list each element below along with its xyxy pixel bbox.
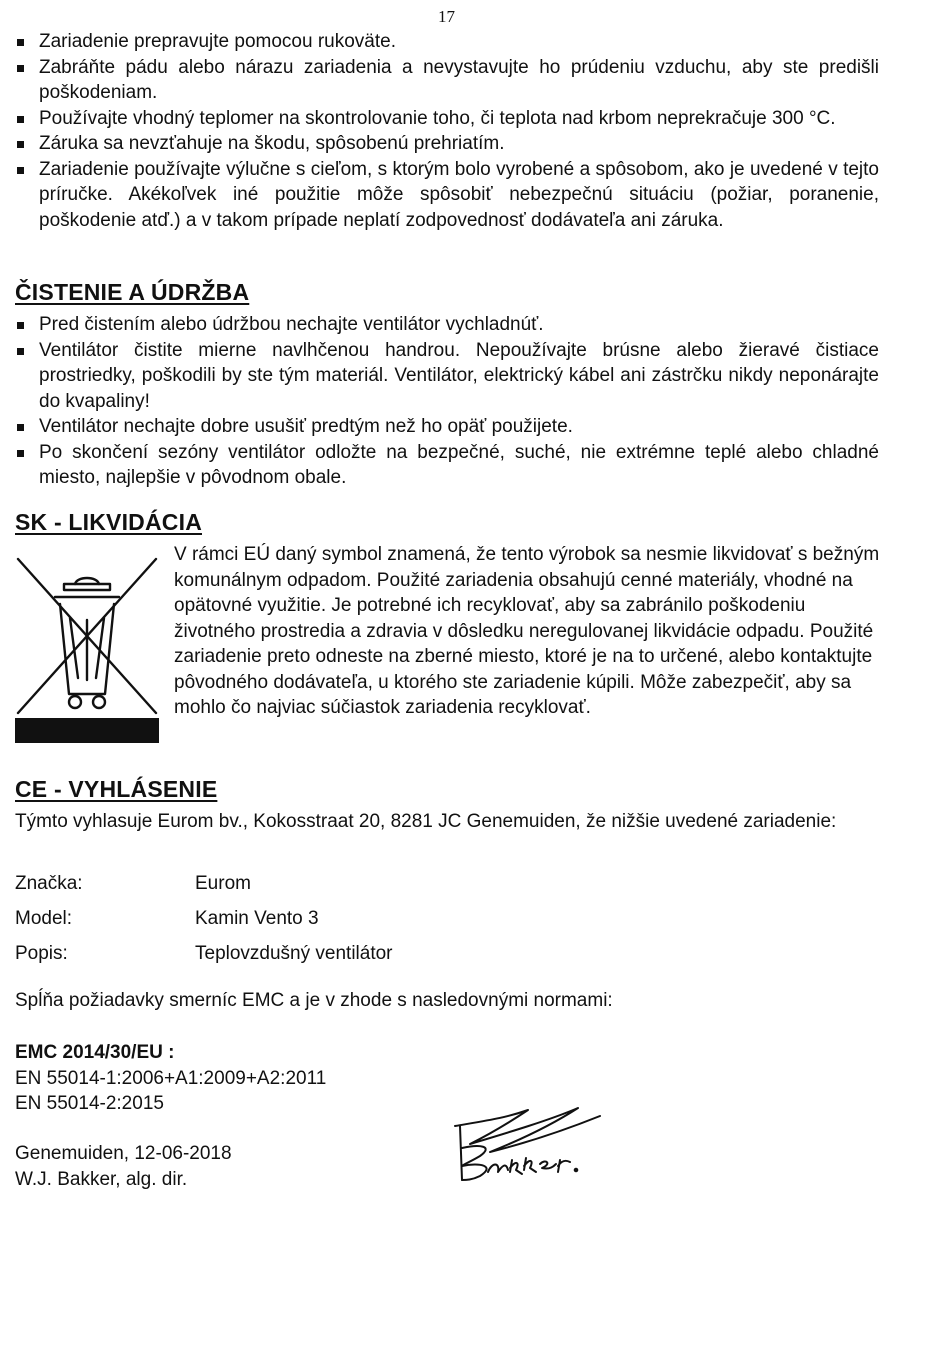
spec-label: Model: [15, 908, 73, 929]
list-item: Ventilátor nechajte dobre usušiť predtým než ho opäť použijete. [15, 414, 879, 440]
spec-value: Eurom [195, 873, 251, 894]
spec-value: Kamin Vento 3 [195, 908, 319, 929]
emc-title: EMC 2014/30/EU : [15, 1042, 175, 1063]
page-number: 17 [438, 7, 455, 26]
spec-label: Popis: [15, 943, 68, 964]
spec-value: Teplovzdušný ventilátor [195, 943, 393, 964]
list-item: Pred čistením alebo údržbou nechajte ventilátor vychladnúť. [15, 312, 879, 338]
cleaning-list [15, 312, 879, 491]
safety-list [15, 29, 879, 233]
signatory: W.J. Bakker, alg. dir. [15, 1168, 188, 1190]
list-item: Zabráňte pádu alebo nárazu zariadenia a nevystavujte ho prúdeniu vzduchu, aby ste predišli poškodeniam. [15, 55, 879, 106]
list-item: Zariadenie prepravujte pomocou rukoväte. [15, 29, 879, 55]
list-item: Používajte vhodný teplomer na skontrolovanie toho, či teplota nad krbom neprekračuje 300 °C. [15, 106, 879, 132]
signature-block [15, 1141, 232, 1192]
standard-item: EN 55014-2:2015 [15, 1093, 164, 1114]
spec-description [15, 941, 393, 967]
place-date: Genemuiden, 12-06-2018 [15, 1143, 232, 1164]
list-item: Ventilátor čistite mierne navlhčenou handrou. Nepoužívajte brúsne alebo žieravé čistiace prostriedky, poškodili by ste tým materiál. Ventilátor, elektrický kábel ani zástrčku nikdy neponárajte do kvapaliny! [15, 338, 879, 415]
weee-crossed-bin-icon [15, 556, 159, 743]
ce-heading: CE - VYHLÁSENIE [15, 776, 218, 802]
spec-label: Značka: [15, 873, 83, 894]
compliance-statement: Spĺňa požiadavky smerníc EMC a je v zhode s nasledovnými normami: [15, 990, 613, 1011]
disposal-text: V rámci EÚ daný symbol znamená, že tento výrobok sa nesmie likvidovať s bežným komunálnym odpadom. Použité zariadenia obsahujú cenné materiály, vhodné na opätovné využitie. Je potrebné ich recyklovať, aby sa zabránilo poškodeniu životného prostredia a zdravia v dôsledku neregulovanej likvidácie odpadu. Použité zariadenie preto odneste na zberné miesto, ktoré je na to určené, alebo kontaktujte pôvodného dodávateľa, u ktorého ste zariadenie kúpili. Môže zabezpečiť, aby sa mohlo čo najviac súčiastok zariadenia recyklovať. [174, 544, 880, 718]
spec-brand [15, 871, 251, 897]
emc-standards [15, 1040, 326, 1117]
list-item: Zariadenie používajte výlučne s cieľom, s ktorým bolo vyrobené a spôsobom, ako je uvedené v tejto príručke. Akékoľvek iné použitie môže spôsobiť nebezpečnú situáciu (požiar, poranenie, poškodenie atď.) a v takom prípade neplatí zodpovednosť dodávateľa ani záruka. [15, 157, 879, 234]
cleaning-heading: ČISTENIE A ÚDRŽBA [15, 279, 250, 305]
standard-item: EN 55014-1:2006+A1:2009+A2:2011 [15, 1067, 327, 1089]
list-item: Záruka sa nevzťahuje na škodu, spôsobenú prehriatím. [15, 131, 879, 157]
handwritten-signature [450, 1100, 672, 1185]
spec-model [15, 906, 319, 932]
list-item: Po skončení sezóny ventilátor odložte na bezpečné, suché, nie extrémne teplé alebo chladné miesto, najlepšie v pôvodnom obale. [15, 440, 879, 491]
ce-intro: Týmto vyhlasuje Eurom bv., Kokosstraat 20, 8281 JC Genemuiden, že nižšie uvedené zariadenie: [15, 811, 837, 832]
disposal-heading: SK - LIKVIDÁCIA [15, 509, 202, 535]
